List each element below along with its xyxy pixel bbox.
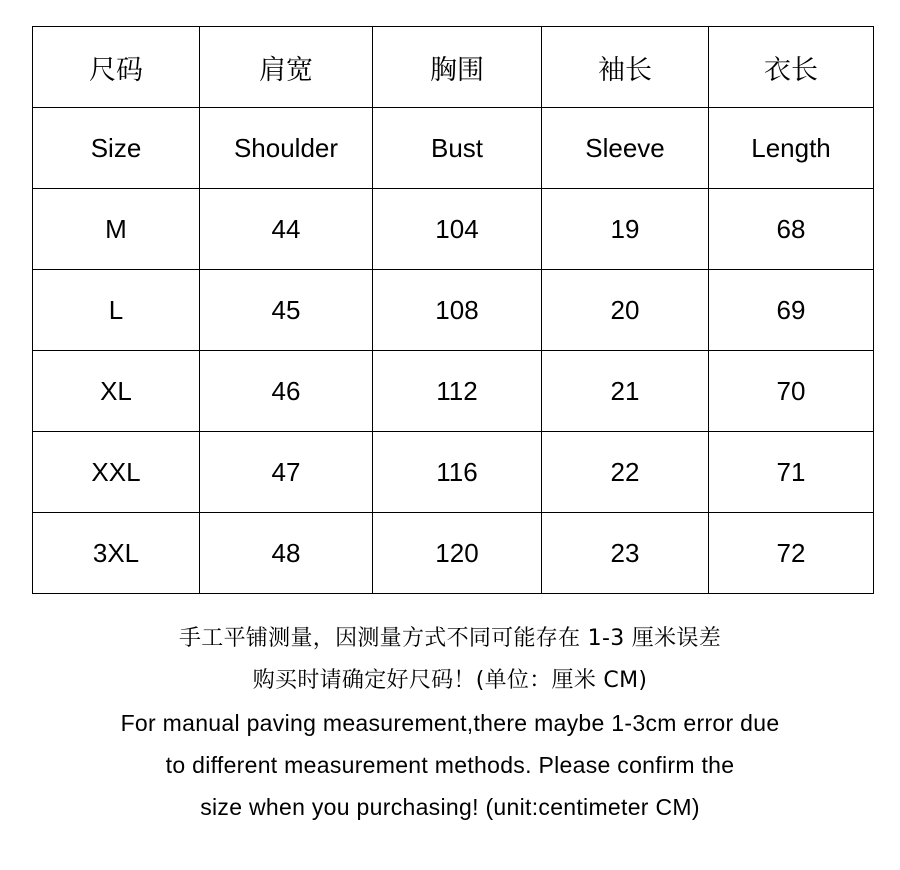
cell-bust: 108 [373,270,542,351]
cell-size: M [33,189,200,270]
cell-sleeve: 19 [542,189,709,270]
cell-shoulder: 47 [200,432,373,513]
note-line-en-1: For manual paving measurement,there maybe 1-3cm error due [120,710,780,736]
column-header-en-sleeve: Sleeve [542,108,709,189]
cell-shoulder: 46 [200,351,373,432]
cell-size: L [33,270,200,351]
cell-sleeve: 22 [542,432,709,513]
cell-length: 71 [709,432,874,513]
cell-bust: 116 [373,432,542,513]
column-header-cn-sleeve: 袖长 [542,27,709,108]
note-line-cn-2: 购买时请确定好尺码！(单位：厘米 CM) [252,668,648,693]
note-line-en-3: size when you purchasing! (unit:centimeter CM) [200,794,700,820]
cell-length: 69 [709,270,874,351]
cell-bust: 120 [373,513,542,594]
column-header-en-bust: Bust [373,108,542,189]
cell-size: XXL [33,432,200,513]
note-line-en-2: to different measurement methods. Please confirm the [165,752,735,778]
table-row [33,432,874,513]
cell-size: XL [33,351,200,432]
table-row [33,270,874,351]
column-header-cn-length: 衣长 [709,27,874,108]
size-chart-page [0,26,900,870]
cell-sleeve: 23 [542,513,709,594]
note-line-cn-1: 手工平铺测量，因测量方式不同可能存在 1-3 厘米误差 [178,626,722,651]
cell-shoulder: 44 [200,189,373,270]
table-row [33,189,874,270]
column-header-en-length: Length [709,108,874,189]
cell-length: 72 [709,513,874,594]
cell-sleeve: 21 [542,351,709,432]
cell-length: 68 [709,189,874,270]
table-row [33,513,874,594]
size-chart-table [32,26,874,594]
cell-shoulder: 48 [200,513,373,594]
table-header-row-cn [33,27,874,108]
cell-sleeve: 20 [542,270,709,351]
measurement-notes [0,618,900,828]
cell-size: 3XL [33,513,200,594]
column-header-en-size: Size [33,108,200,189]
column-header-cn-bust: 胸围 [373,27,542,108]
column-header-cn-size: 尺码 [33,27,200,108]
column-header-en-shoulder: Shoulder [200,108,373,189]
table-row [33,351,874,432]
column-header-cn-shoulder: 肩宽 [200,27,373,108]
cell-bust: 112 [373,351,542,432]
table-header-row-en [33,108,874,189]
cell-bust: 104 [373,189,542,270]
cell-length: 70 [709,351,874,432]
cell-shoulder: 45 [200,270,373,351]
